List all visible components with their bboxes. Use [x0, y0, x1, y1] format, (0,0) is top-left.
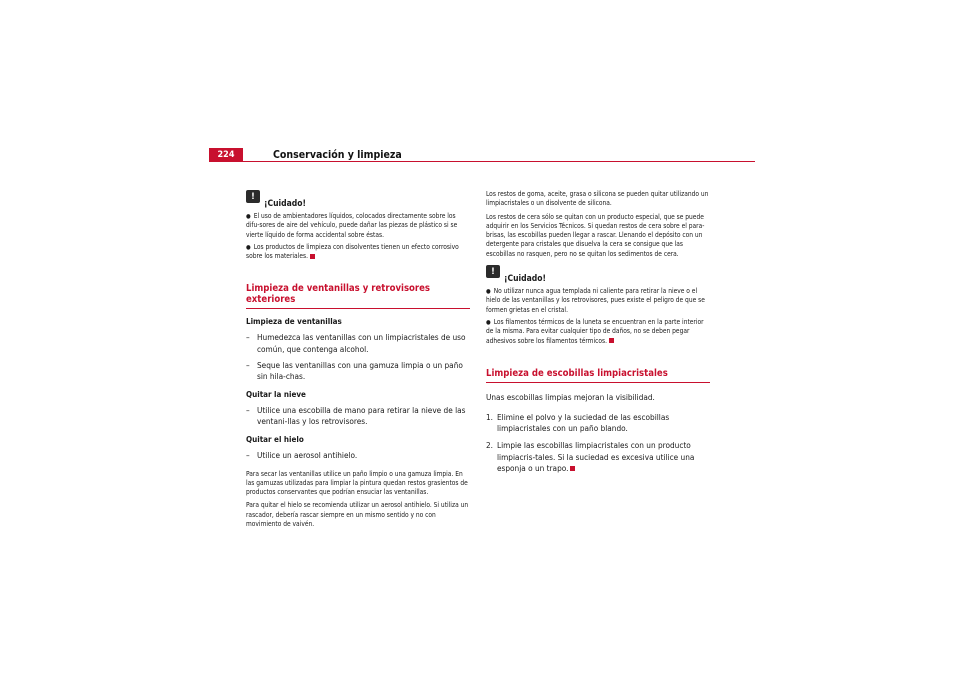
bullet-icon: ● — [246, 243, 251, 251]
chapter-title: Conservación y limpieza — [273, 149, 402, 161]
note-paragraph: Para quitar el hielo se recomienda utilizar un aerosol antihielo. Si utiliza un rascador, debería rascar siempre en un mismo sentido y no con movimiento de vaivén. — [246, 501, 469, 528]
warning-icon: ! — [246, 190, 260, 203]
list-item: – Utilice una escobilla de mano para retirar la nieve de las ventani-llas y los retrovisores. — [246, 404, 466, 427]
end-mark-icon — [570, 466, 575, 471]
subheading-windows: Limpieza de ventanillas — [246, 317, 342, 327]
note-paragraph: Para secar las ventanillas utilice un paño limpio o una gamuza limpia. En las gamuzas utilizadas para limpiar la pintura quedan restos grasientos de productos conservantes que podrían ensuciar las ventanillas. — [246, 469, 468, 497]
warning-bullets — [246, 212, 470, 261]
warning-bullets — [486, 287, 710, 346]
warning-bullet: ● No utilizar nunca agua templada ni caliente para retirar la nieve o el hielo de las ventanillas y los retrovisores, pues existe el peligro de que se formen grietas en el cristal. — [486, 287, 705, 314]
paragraph: Los restos de cera sólo se quitan con un producto especial, que se puede adquirir en los Servicios Técnicos. Si quedan restos de cera sobre el para-brisas, las escobillas pueden llegar a rascar. Llenando el depósito con un detergente para cristales que disuelva la cera se consigue que las escobillas no rasquen, pero no se quitan los sedimentos de cera. — [486, 212, 705, 258]
header-divider — [209, 161, 755, 162]
warning-title: ¡Cuidado! — [264, 199, 307, 209]
section-heading-windows: Limpieza de ventanillas y retrovisores exteriores — [246, 283, 470, 309]
left-column — [246, 190, 470, 533]
bullet-icon: ● — [486, 318, 491, 326]
end-mark-icon — [310, 254, 315, 259]
subheading-snow: Quitar la nieve — [246, 390, 306, 399]
dash-icon: – — [246, 359, 250, 370]
list-item: – Utilice un aerosol antihielo. — [246, 449, 358, 460]
right-column — [486, 190, 710, 480]
section-heading-wipers: Limpieza de escobillas limpiacristales — [486, 368, 710, 383]
intro-text: Unas escobillas limpias mejoran la visibilidad. — [486, 391, 655, 402]
warning-title: ¡Cuidado! — [504, 274, 547, 285]
list-item: – Seque las ventanillas con una gamuza limpia o un paño sin hila-chas. — [246, 359, 463, 382]
page-header — [0, 0, 960, 170]
bullet-icon: ● — [486, 288, 491, 296]
paragraph: Los restos de goma, aceite, grasa o silicona se pueden quitar utilizando un limpiacristales o un disolvente de silicona. — [486, 190, 709, 208]
dash-icon: – — [246, 449, 250, 460]
page-number: 224 — [209, 148, 243, 162]
warning-bullet: ● Los filamentos térmicos de la luneta se encuentran en la parte interior de la misma. Para evitar cualquier tipo de daños, no se deben pegar adhesivos sobre los filamentos térmicos. — [486, 317, 704, 345]
dash-icon: – — [246, 404, 250, 415]
end-mark-icon — [609, 338, 614, 343]
notes — [246, 470, 470, 530]
warning-icon: ! — [486, 265, 500, 278]
list-item: – Humedezca las ventanillas con un limpiacristales de uso común, que contenga alcohol. — [246, 332, 466, 354]
dash-icon: – — [246, 332, 250, 343]
step-item: 2. Limpie las escobillas limpiacristales con un producto limpiacris-tales. Si la suciedad es excesiva utilice una esponja o un trapo. — [486, 439, 695, 474]
warning-bullet: ● Los productos de limpieza con disolventes tienen un efecto corrosivo sobre los materiales. — [246, 242, 459, 261]
subheading-ice: Quitar el hielo — [246, 435, 304, 445]
step-item: 1. Elimine el polvo y la suciedad de las escobillas limpiacristales con un paño blando. — [486, 411, 670, 434]
right-paragraphs — [486, 190, 710, 259]
bullet-icon: ● — [246, 213, 251, 220]
warning-bullet: ● El uso de ambientadores líquidos, colocados directamente sobre los difu-sores de aire del vehículo, puede dañar las piezas de plástico si se vierte líquido de forma accidental sobre éstas. — [246, 212, 458, 239]
